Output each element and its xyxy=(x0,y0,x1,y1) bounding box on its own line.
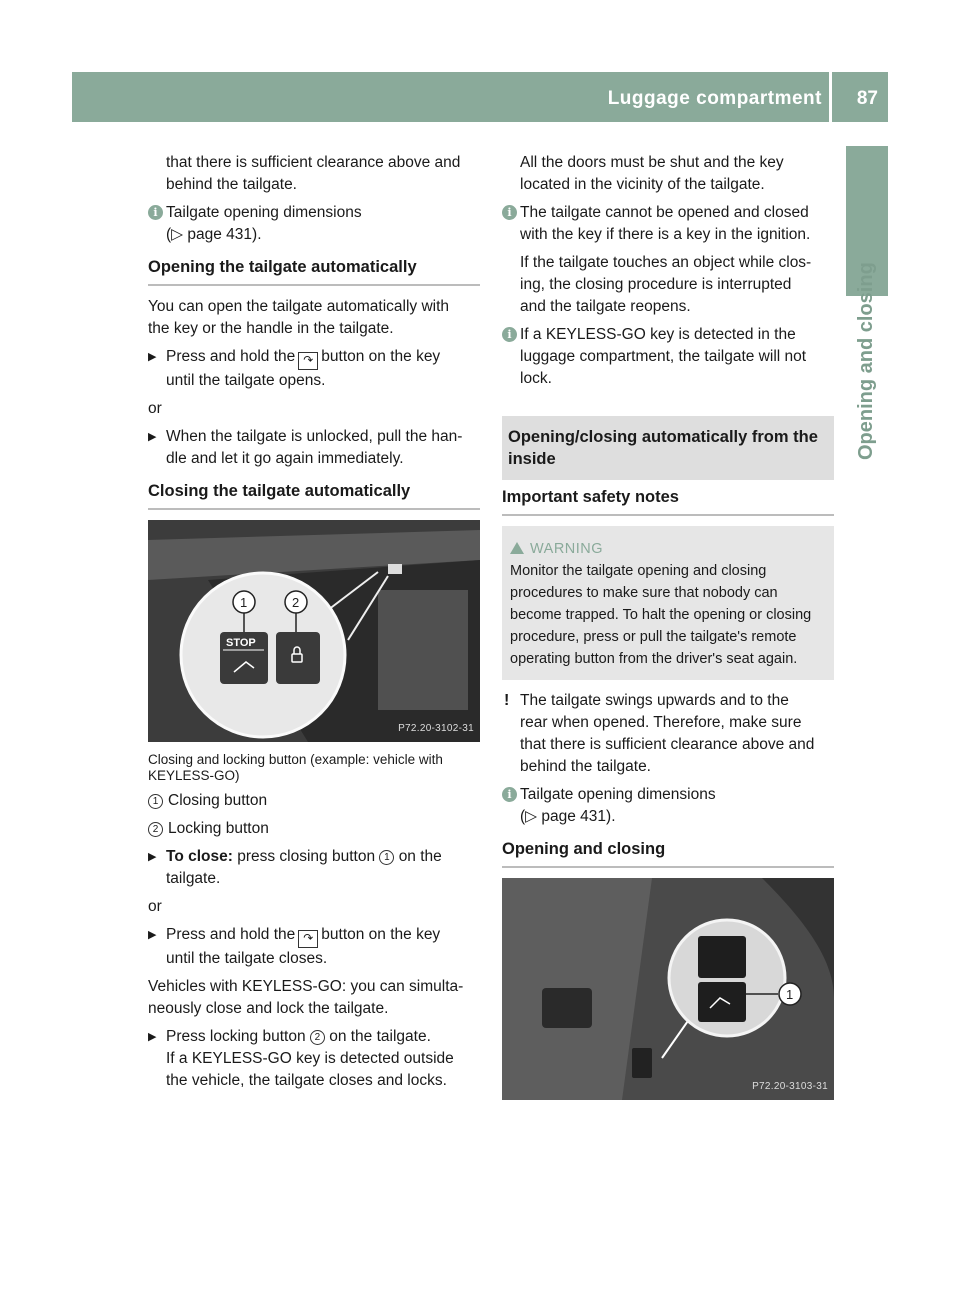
chapter-subheading: Opening/closing automatically from the inside xyxy=(502,416,834,480)
step-text: When the tailgate is unlocked, pull the han- xyxy=(166,428,463,445)
paragraph: located in the vicinity of the tailgate. xyxy=(520,176,765,193)
or-text: or xyxy=(148,898,162,915)
info-text: with the key if there is a key in the ignition. xyxy=(520,226,811,243)
paragraph: the key or the handle in the tailgate. xyxy=(148,320,394,337)
caution-icon: ! xyxy=(504,692,510,709)
caution-note xyxy=(502,690,834,778)
chapter-label-text: Opening and closing xyxy=(855,262,877,460)
step-arrow-icon: ▶ xyxy=(148,431,157,443)
page-reference[interactable]: (▷ page 431). xyxy=(520,808,616,825)
note-text: that there is sufficient clearance above and xyxy=(520,736,815,753)
door-switch-figure xyxy=(502,878,834,1100)
callout-number: 2 xyxy=(148,822,163,837)
svg-text:STOP: STOP xyxy=(226,637,256,649)
step-arrow-icon: ▶ xyxy=(148,351,157,363)
step-arrow-icon: ▶ xyxy=(148,929,157,941)
section-heading: Closing the tailgate automatically xyxy=(148,480,480,510)
note-text: The tailgate swings upwards and to the xyxy=(520,692,789,709)
info-icon: i xyxy=(502,205,517,220)
or-text: or xyxy=(148,400,162,417)
info-text: luggage compartment, the tailgate will not xyxy=(520,348,807,365)
intro-line: that there is sufficient clearance above and xyxy=(166,154,461,171)
step-text: on the xyxy=(398,848,442,865)
legend-text: Closing button xyxy=(168,792,268,809)
page-number: 87 xyxy=(856,88,878,109)
warning-title: WARNING xyxy=(530,541,604,557)
section-heading: Opening and closing xyxy=(502,838,834,868)
step-text: on the tailgate. xyxy=(329,1028,431,1045)
info-text: ing, the closing procedure is interrupted xyxy=(520,276,792,293)
info-text: and the tailgate reopens. xyxy=(520,298,691,315)
step-arrow-icon: ▶ xyxy=(148,1031,157,1043)
header-title: Luggage compartment xyxy=(607,88,822,109)
svg-text:2: 2 xyxy=(292,595,300,610)
intro-line: behind the tailgate. xyxy=(166,176,297,193)
step-text: until the tailgate closes. xyxy=(166,950,328,967)
page-header xyxy=(72,72,888,122)
paragraph: All the doors must be shut and the key xyxy=(520,154,784,171)
paragraph: You can open the tailgate automatically with xyxy=(148,298,450,315)
callout-number: 2 xyxy=(310,1030,325,1045)
instruction-step xyxy=(148,1026,480,1092)
paragraph: neously close and lock the tailgate. xyxy=(148,1000,389,1017)
info-icon: i xyxy=(502,787,517,802)
step-arrow-icon: ▶ xyxy=(148,851,157,863)
tailgate-photo xyxy=(148,520,480,742)
instruction-step xyxy=(148,924,480,970)
warning-box xyxy=(502,526,834,680)
info-text: Tailgate opening dimensions xyxy=(520,786,716,803)
info-text: The tailgate cannot be opened and closed xyxy=(520,204,809,221)
info-text: lock. xyxy=(520,370,552,387)
section-heading: Opening the tailgate automatically xyxy=(148,256,480,286)
note-text: behind the tailgate. xyxy=(520,758,651,775)
figure-code: P72.20-3102-31 xyxy=(398,723,474,734)
tailgate-key-icon: ↷ xyxy=(298,930,318,948)
callout-number: 1 xyxy=(379,850,394,865)
figure-code: P72.20-3103-31 xyxy=(752,1081,828,1092)
step-text: If a KEYLESS-GO key is detected outside xyxy=(166,1050,454,1067)
info-text: If a KEYLESS-GO key is detected in the xyxy=(520,326,796,343)
instruction-step xyxy=(148,846,480,890)
svg-text:1: 1 xyxy=(240,595,248,610)
info-text: If the tailgate touches an object while clos- xyxy=(520,254,812,271)
right-column xyxy=(502,152,834,1100)
page-reference[interactable]: (▷ page 431). xyxy=(166,226,262,243)
header-divider xyxy=(829,72,832,122)
chapter-label xyxy=(851,262,885,460)
info-icon: i xyxy=(148,205,163,220)
section-heading: Important safety notes xyxy=(502,486,834,516)
warning-text: Monitor the tailgate opening and closing procedures to make sure that nobody can become trapped. To halt the opening or closing procedure, press or pull the tailgate's remote operating button from the driver's seat again. xyxy=(510,563,812,667)
info-text: Tailgate opening dimensions xyxy=(166,204,362,221)
info-note xyxy=(502,324,834,390)
step-text: button on the key xyxy=(321,348,441,365)
figure-caption: Closing and locking button (example: vehicle with KEYLESS-GO) xyxy=(148,752,443,783)
instruction-step xyxy=(148,426,480,470)
instruction-step xyxy=(148,346,480,392)
legend-item xyxy=(148,818,480,840)
step-text: Press and hold the xyxy=(166,926,296,943)
svg-text:1: 1 xyxy=(786,987,794,1002)
info-note xyxy=(502,202,834,318)
step-text: dle and let it go again immediately. xyxy=(166,450,404,467)
note-text: rear when opened. Therefore, make sure xyxy=(520,714,802,731)
left-column xyxy=(148,152,480,1092)
tailgate-button-figure xyxy=(148,520,480,742)
step-label: To close: xyxy=(166,848,233,865)
tailgate-key-icon: ↷ xyxy=(298,352,318,370)
info-note xyxy=(148,202,480,246)
callout-number: 1 xyxy=(148,794,163,809)
legend-item xyxy=(148,790,480,812)
warning-triangle-icon xyxy=(510,542,524,554)
paragraph: Vehicles with KEYLESS-GO: you can simulta- xyxy=(148,978,464,995)
door-panel-photo xyxy=(502,878,834,1100)
step-text: until the tailgate opens. xyxy=(166,372,326,389)
step-text: tailgate. xyxy=(166,870,221,887)
step-text: button on the key xyxy=(321,926,441,943)
info-note xyxy=(502,784,834,828)
step-text: Press locking button xyxy=(166,1028,306,1045)
legend-text: Locking button xyxy=(168,820,269,837)
step-text: press closing button xyxy=(237,848,376,865)
info-icon: i xyxy=(502,327,517,342)
step-text: the vehicle, the tailgate closes and locks. xyxy=(166,1072,447,1089)
step-text: Press and hold the xyxy=(166,348,296,365)
